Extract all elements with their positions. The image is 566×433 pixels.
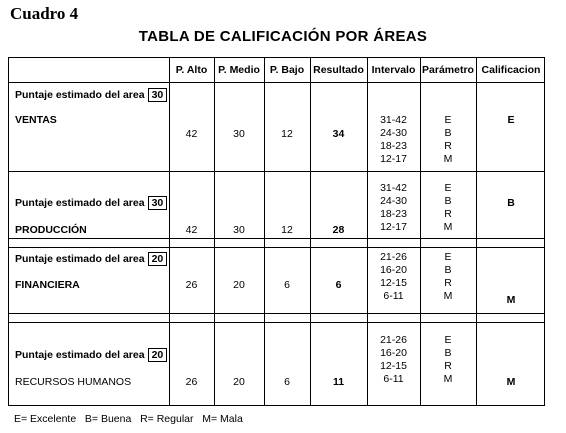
area-name: PRODUCCIÓN [15,224,87,236]
p-alto-value: 26 [185,376,198,388]
score-label: Puntaje estimado del area 30 [15,88,167,102]
cuadro-label: Cuadro 4 [10,4,79,23]
parametro-list: E B R M [443,182,453,233]
header-resultado: Resultado [313,64,364,76]
header-parametro: Parámetro [422,64,474,76]
resultado-value: 11 [332,376,345,388]
p-alto-value: 42 [185,128,198,140]
area-name: RECURSOS HUMANOS [15,376,132,388]
calificacion-value: E [507,114,515,126]
parametro-list: E B R M [443,251,453,302]
intervalo-list: 21-26 16-20 12-15 6-11 [380,334,407,385]
header-intervalo: Intervalo [371,64,416,76]
score-label: Puntaje estimado del area 30 [15,196,167,210]
intervalo-list: 31-42 24-30 18-23 12-17 [380,182,407,233]
intervalo-list: 31-42 24-30 18-23 12-17 [380,114,407,165]
resultado-value: 28 [332,224,345,236]
calificacion-value: B [507,197,515,209]
calificacion-value: M [506,294,516,306]
area-name: VENTAS [15,114,57,126]
p-medio-value: 30 [233,224,245,236]
score-label: Puntaje estimado del area 20 [15,348,167,362]
score-box: 30 [148,196,168,210]
p-medio-value: 30 [233,128,245,140]
parametro-list: E B R M [443,114,453,165]
resultado-value: 6 [335,279,342,291]
score-box: 20 [148,348,168,362]
score-label: Puntaje estimado del area 20 [15,252,167,266]
score-box: 30 [148,88,168,102]
area-name: FINANCIERA [15,279,80,291]
p-medio-value: 20 [233,376,245,388]
p-bajo-value: 12 [281,224,293,236]
rating-table [8,57,545,406]
header-p-medio: P. Medio [218,64,260,76]
calificacion-value: M [506,376,516,388]
p-alto-value: 26 [185,279,198,291]
p-bajo-value: 6 [284,279,290,291]
parametro-list: E B R M [443,334,453,385]
p-medio-value: 20 [233,279,245,291]
table-title: TABLA DE CALIFICACIÓN POR ÁREAS [138,28,428,45]
resultado-value: 34 [332,128,345,140]
p-bajo-value: 6 [284,376,290,388]
header-p-alto: P. Alto [175,64,208,76]
legend: E= Excelente B= Buena R= Regular M= Mala [14,413,243,425]
p-bajo-value: 12 [281,128,293,140]
header-calificacion: Calificacion [481,64,541,76]
score-box: 20 [148,252,168,266]
p-alto-value: 42 [185,224,198,236]
header-p-bajo: P. Bajo [269,64,305,76]
intervalo-list: 21-26 16-20 12-15 6-11 [380,251,407,302]
